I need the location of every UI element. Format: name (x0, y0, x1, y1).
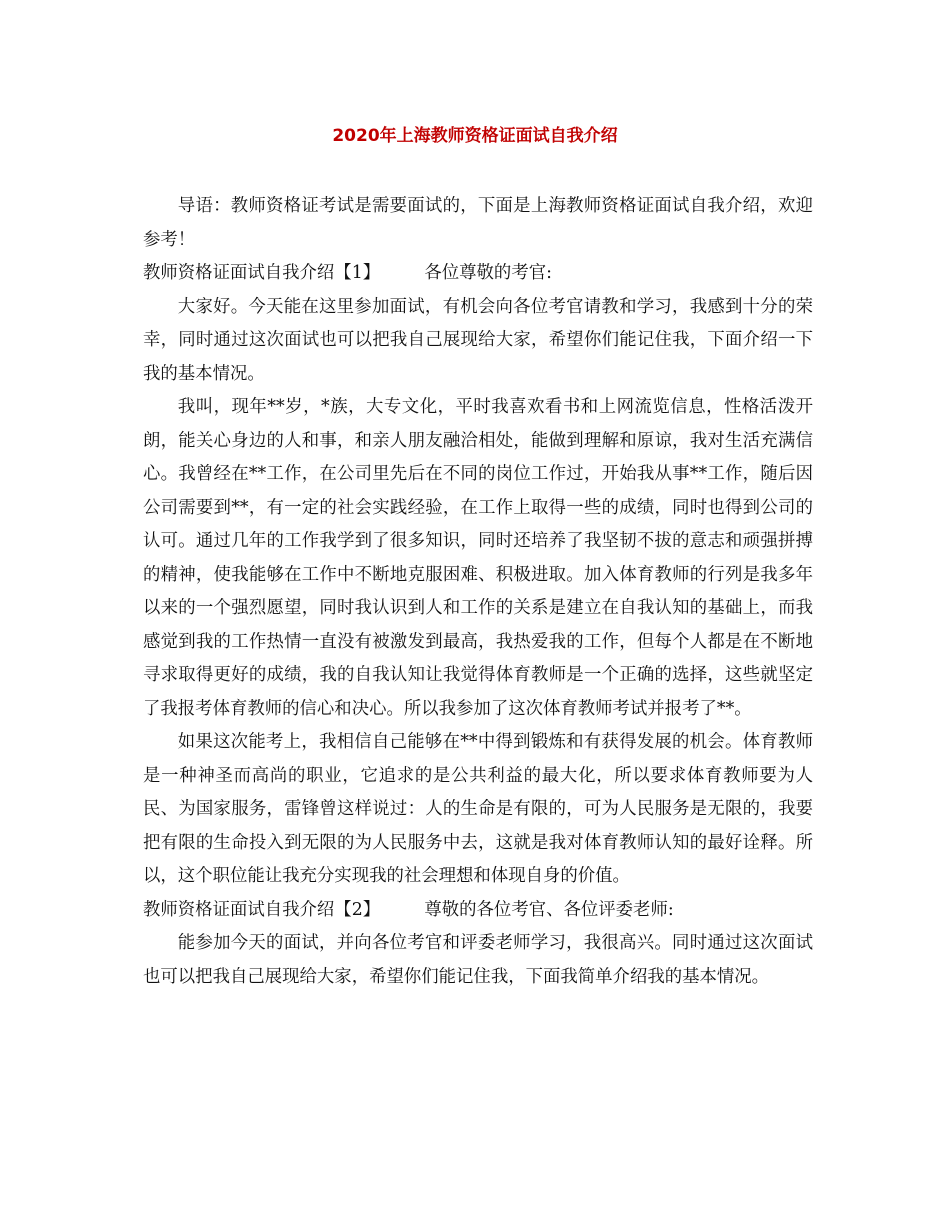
document-title: 2020年上海教师资格证面试自我介绍 (332, 126, 618, 146)
body-paragraph: 如果这次能考上，我相信自己能够在**中得到锻炼和有获得发展的机会。体育教师是一种神圣而高尚的职业，它追求的是公共利益的最大化，所以要求体育教师要为人民、为国家服务，雷锋曾这样说过：人的生命是有限的，可为人民服务是无限的，我要把有限的生命投入到无限的为人民服务中去，这就是我对体育教师认知的最好诠释。所以，这个职位能让我充分实现我的社会理想和体现自身的价值。 (143, 732, 813, 886)
intro-paragraph: 导语：教师资格证考试是需要面试的，下面是上海教师资格证面试自我介绍，欢迎参考！ (143, 196, 813, 250)
body-paragraph: 我叫，现年**岁，*族，大专文化，平时我喜欢看书和上网流览信息，性格活泼开朗，能关心身边的人和事，和亲人朋友融洽相处，能做到理解和原谅，我对生活充满信心。我曾经在**工作，在公司里先后在不同的岗位工作过，开始我从事**工作，随后因公司需要到**，有一定的社会实践经验，在工作上取得一些的成绩，同时也得到公司的认可。通过几年的工作我学到了很多知识，同时还培养了我坚韧不拔的意志和顽强拼搏的精神，使我能够在工作中不断地克服困难、积极进取。加入体育教师的行列是我多年以来的一个强烈愿望，同时我认识到人和工作的关系是建立在自我认知的基础上，而我感觉到我的工作热情一直没有被激发到最高，我热爱我的工作，但每个人都是在不断地寻求取得更好的成绩，我的自我认知让我觉得体育教师是一个正确的选择，这些就坚定了我报考体育教师的信心和决心。所以我参加了这次体育教师考试并报考了**。 (143, 397, 813, 719)
body-paragraph: 能参加今天的面试，并向各位考官和评委老师学习，我很高兴。同时通过这次面试也可以把我自己展现给大家，希望你们能记住我，下面我简单介绍我的基本情况。 (143, 933, 813, 987)
section-heading-2: 教师资格证面试自我介绍【2】 尊敬的各位考官、各位评委老师: (143, 899, 674, 920)
section-heading-1: 教师资格证面试自我介绍【1】 各位尊敬的考官: (143, 263, 552, 283)
document-body (143, 190, 813, 994)
body-paragraph: 大家好。今天能在这里参加面试，有机会向各位考官请教和学习，我感到十分的荣幸，同时通过这次面试也可以把我自己展现给大家，希望你们能记住我，下面介绍一下我的基本情况。 (143, 296, 813, 384)
